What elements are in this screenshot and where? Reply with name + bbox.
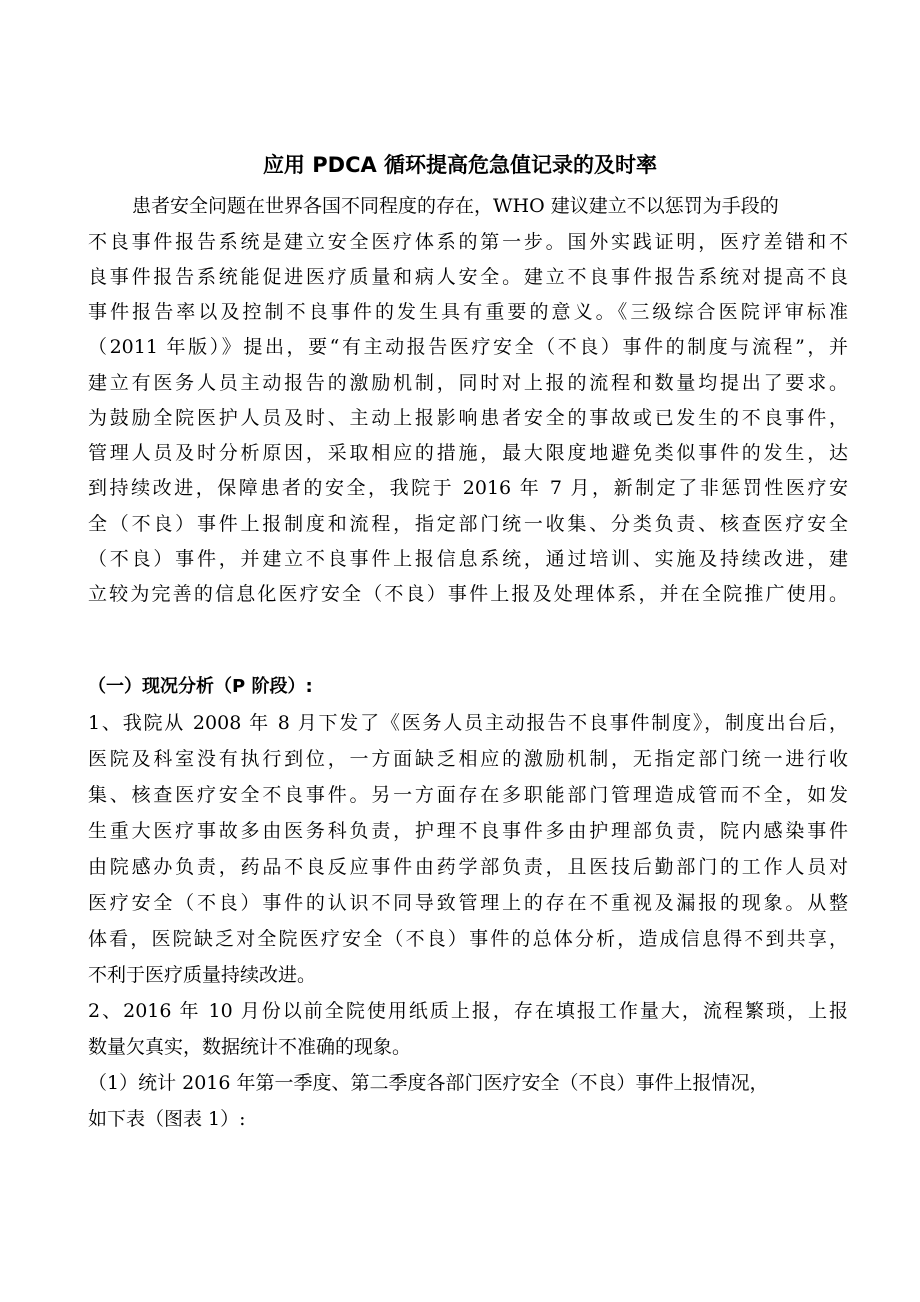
paragraph-line: 良事件报告系统能促进医疗质量和病人安全。建立不良事件报告系统对提高不良 xyxy=(88,266,848,288)
paragraph-line: （不良）事件，并建立不良事件上报信息系统，通过培训、实施及持续改进，建 xyxy=(88,548,848,570)
paragraph-line: 建立有医务人员主动报告的激励机制，同时对上报的流程和数量均提出了要求。 xyxy=(88,372,848,394)
paragraph-line: 如下表（图表 1）: xyxy=(88,1108,246,1130)
paragraph-line: 事件报告率以及控制不良事件的发生具有重要的意义。《三级综合医院评审标准 xyxy=(88,301,848,323)
paragraph-line: 1、我院从 2008 年 8 月下发了《医务人员主动报告不良事件制度》，制度出台后， xyxy=(88,712,848,734)
paragraph-line: 管理人员及时分析原因，采取相应的措施，最大限度地避免类似事件的发生，达 xyxy=(88,442,848,464)
paragraph-line: （1）统计 2016 年第一季度、第二季度各部门医疗安全（不良）事件上报情况， xyxy=(88,1072,769,1094)
paragraph-line: 立较为完善的信息化医疗安全（不良）事件上报及处理体系，并在全院推广使用。 xyxy=(88,583,848,605)
paragraph-line: （2011 年版）》提出，要“有主动报告医疗安全（不良）事件的制度与流程”，并 xyxy=(88,336,848,358)
paragraph-line: 全（不良）事件上报制度和流程，指定部门统一收集、分类负责、核查医疗安全 xyxy=(88,513,848,535)
paragraph-line: 患者安全问题在世界各国不同程度的存在，WHO 建议建立不以惩罚为手段的 xyxy=(132,195,779,217)
paragraph-line: 不利于医疗质量持续改进。 xyxy=(88,964,317,986)
paragraph-line: 不良事件报告系统是建立安全医疗体系的第一步。国外实践证明，医疗差错和不 xyxy=(88,231,848,253)
paragraph-line: 数量欠真实，数据统计不准确的现象。 xyxy=(88,1036,412,1058)
paragraph-line: 到持续改进，保障患者的安全，我院于 2016 年 7 月，新制定了非惩罚性医疗安 xyxy=(88,477,848,499)
paragraph-line: 体看，医院缺乏对全院医疗安全（不良）事件的总体分析，造成信息得不到共享， xyxy=(88,928,848,950)
paragraph-line: 医院及科室没有执行到位，一方面缺乏相应的激励机制，无指定部门统一进行收 xyxy=(88,748,848,770)
paragraph-line: 集、核查医疗安全不良事件。另一方面存在多职能部门管理造成管而不全，如发 xyxy=(88,784,848,806)
paragraph-line: 生重大医疗事故多由医务科负责，护理不良事件多由护理部负责，院内感染事件 xyxy=(88,820,848,842)
paragraph-line: 2、2016 年 10 月份以前全院使用纸质上报，存在填报工作量大，流程繁琐，上报 xyxy=(88,1000,848,1022)
paragraph-line: 医疗安全（不良）事件的认识不同导致管理上的存在不重视及漏报的现象。从整 xyxy=(88,892,848,914)
section-heading: （一）现况分析（P 阶段）: xyxy=(88,676,313,697)
paragraph-line: 为鼓励全院医护人员及时、主动上报影响患者安全的事故或已发生的不良事件， xyxy=(88,407,848,429)
paragraph-line: 由院感办负责，药品不良反应事件由药学部负责，且医技后勤部门的工作人员对 xyxy=(88,856,848,878)
document-title: 应用 PDCA 循环提高危急值记录的及时率 xyxy=(262,153,658,177)
